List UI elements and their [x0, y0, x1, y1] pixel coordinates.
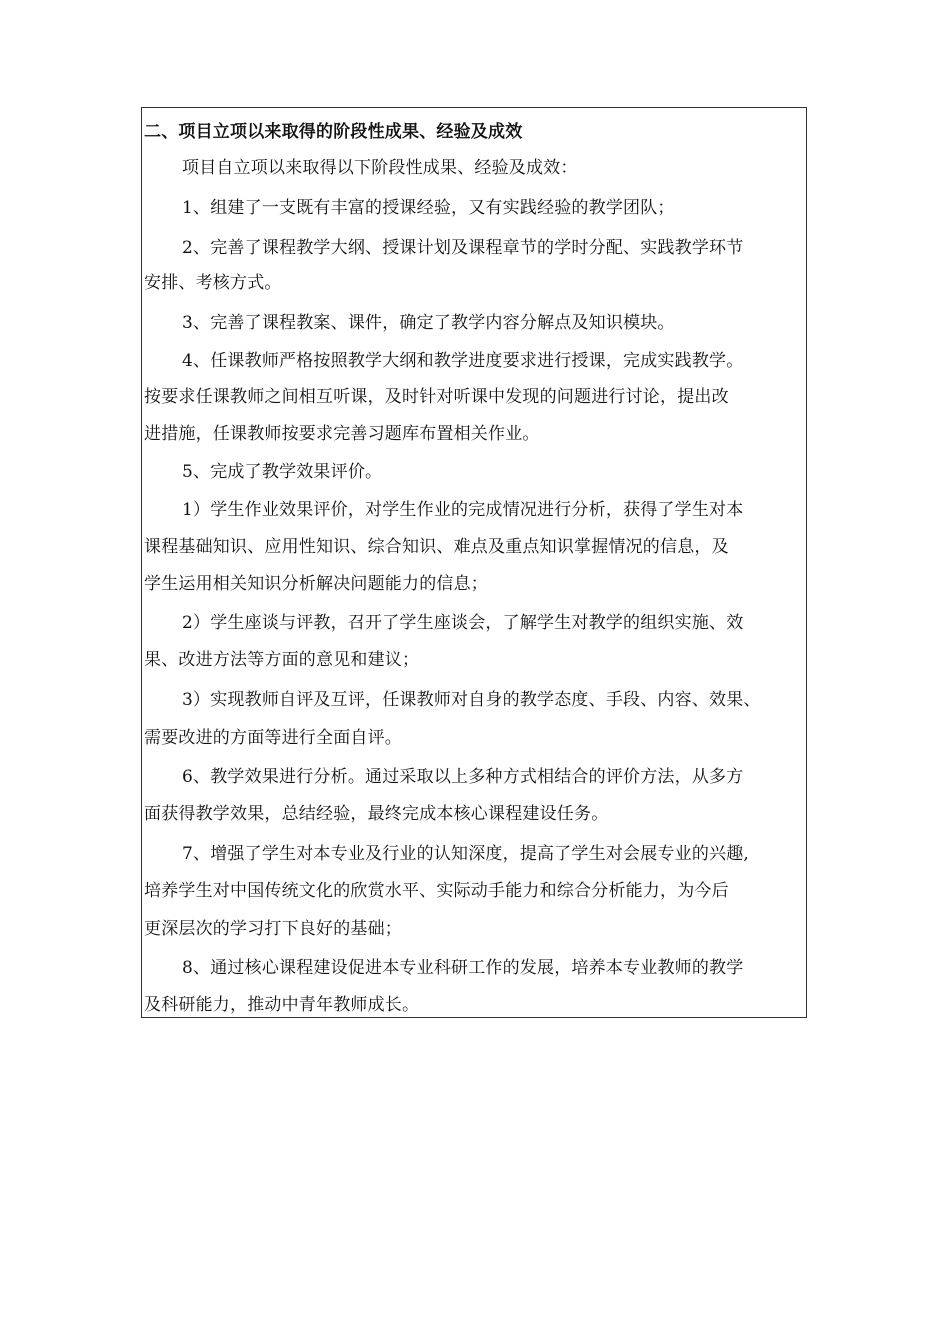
- item-1-line: 1、组建了一支既有丰富的授课经验，又有实践经验的教学团队；: [182, 198, 675, 218]
- item-6-line: 6、教学效果进行分析。通过采取以上多种方式相结合的评价方法，从多方: [182, 767, 744, 787]
- subitem-1-line: 课程基础知识、应用性知识、综合知识、难点及重点知识掌握情况的信息，及: [144, 537, 729, 557]
- item-7-line: 更深层次的学习打下良好的基础；: [144, 919, 402, 939]
- item-4-line: 进措施，任课教师按要求完善习题库布置相关作业。: [144, 424, 540, 444]
- subitem-3-line: 需要改进的方面等进行全面自评。: [144, 728, 402, 748]
- item-6-line: 面获得教学效果，总结经验，最终完成本核心课程建设任务。: [144, 804, 609, 824]
- item-4-line: 按要求任课教师之间相互听课，及时针对听课中发现的问题进行讨论，提出改: [144, 387, 729, 407]
- subitem-3-line: 3）实现教师自评及互评，任课教师对自身的教学态度、手段、内容、效果、: [182, 690, 761, 710]
- subitem-2-line: 果、改进方法等方面的意见和建议；: [144, 650, 420, 670]
- item-7-line: 7、增强了学生对本专业及行业的认知深度，提高了学生对会展专业的兴趣,: [182, 844, 750, 864]
- achievements-table-cell: [141, 107, 807, 1018]
- intro-line: 项目自立项以来取得以下阶段性成果、经验及成效：: [182, 158, 578, 178]
- item-5-line: 5、完成了教学效果评价。: [182, 462, 383, 482]
- item-8-line: 及科研能力，推动中青年教师成长。: [144, 995, 420, 1015]
- section-heading: 二、项目立项以来取得的阶段性成果、经验及成效: [144, 122, 523, 142]
- item-4-line: 4、任课教师严格按照教学大纲和教学进度要求进行授课，完成实践教学。: [182, 351, 744, 371]
- item-2-line: 2、完善了课程教学大纲、授课计划及课程章节的学时分配、实践教学环节: [182, 238, 744, 258]
- item-7-line: 培养学生对中国传统文化的欣赏水平、实际动手能力和综合分析能力，为今后: [144, 881, 729, 901]
- item-2-line: 安排、考核方式。: [144, 273, 282, 293]
- subitem-1-line: 学生运用相关知识分析解决问题能力的信息；: [144, 574, 488, 594]
- subitem-2-line: 2）学生座谈与评教，召开了学生座谈会，了解学生对教学的组织实施、效: [182, 613, 744, 633]
- item-8-line: 8、通过核心课程建设促进本专业科研工作的发展，培养本专业教师的教学: [182, 958, 744, 978]
- item-3-line: 3、完善了课程教案、课件，确定了教学内容分解点及知识模块。: [182, 313, 675, 333]
- subitem-1-line: 1）学生作业效果评价，对学生作业的完成情况进行分析，获得了学生对本: [182, 500, 744, 520]
